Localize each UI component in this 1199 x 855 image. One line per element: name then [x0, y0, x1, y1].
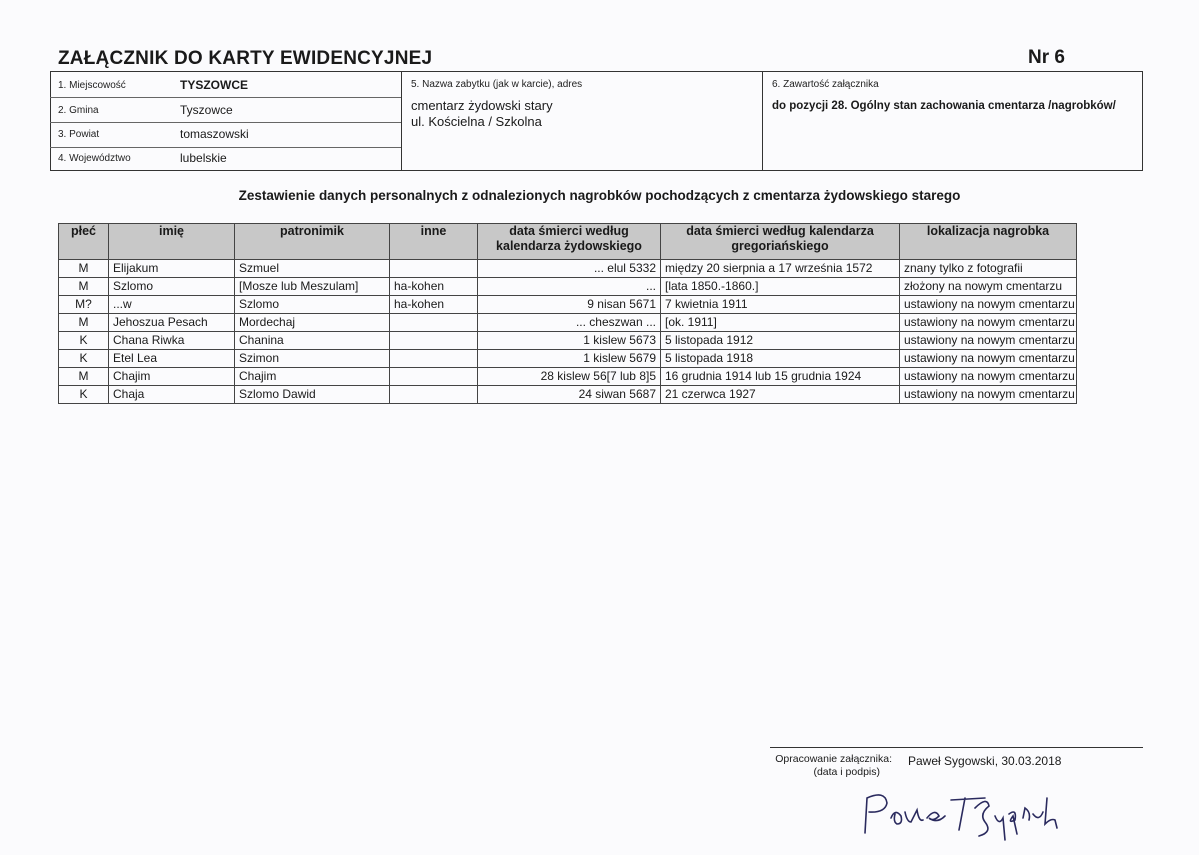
gregorian-date-cell: 7 kwietnia 1911 [661, 296, 900, 314]
row-divider-2 [50, 122, 401, 123]
location-cell: znany tylko z fotografii [900, 260, 1077, 278]
sex-cell: K [59, 350, 109, 368]
jewish-date-cell: 1 kislew 5673 [478, 332, 661, 350]
row-divider-3 [50, 147, 401, 148]
table-row [59, 296, 1077, 314]
author-and-date: Paweł Sygowski, 30.03.2018 [908, 754, 1062, 768]
patronymic-cell: Szlomo Dawid [235, 386, 390, 404]
location-cell: ustawiony na nowym cmentarzu [900, 332, 1077, 350]
sex-cell: M [59, 260, 109, 278]
monument-name-label: 5. Nazwa zabytku (jak w karcie), adres [411, 79, 583, 90]
location-cell: ustawiony na nowym cmentarzu [900, 386, 1077, 404]
other-cell [390, 368, 478, 386]
table-row [59, 386, 1077, 404]
gregorian-date-cell: 5 listopada 1918 [661, 350, 900, 368]
other-cell [390, 350, 478, 368]
county-value: tomaszowski [180, 127, 249, 141]
county-label: 3. Powiat [58, 129, 100, 140]
column-header: data śmierci według kalendarza żydowskiego [478, 224, 661, 260]
info-grid [50, 72, 1143, 171]
column-header: patronimik [235, 224, 390, 260]
document-title: ZAŁĄCZNIK DO KARTY EWIDENCYJNEJ [58, 48, 433, 69]
other-cell [390, 314, 478, 332]
table-header-row [59, 224, 1077, 260]
patronymic-cell: [Mosze lub Meszulam] [235, 278, 390, 296]
given-name-cell: Chaja [109, 386, 235, 404]
commune-label: 2. Gmina [58, 105, 99, 116]
other-cell [390, 332, 478, 350]
jewish-date-cell: 9 nisan 5671 [478, 296, 661, 314]
table-row [59, 260, 1077, 278]
grid-border-right [1142, 72, 1143, 170]
jewish-date-cell: ... elul 5332 [478, 260, 661, 278]
grid-divider-2 [762, 72, 763, 170]
gregorian-date-cell: [lata 1850.-1860.] [661, 278, 900, 296]
footer-rule [770, 747, 1143, 748]
patronymic-cell: Szlomo [235, 296, 390, 314]
gregorian-date-cell: 5 listopada 1912 [661, 332, 900, 350]
given-name-cell: Chajim [109, 368, 235, 386]
locality-label: 1. Miejscowość [58, 80, 126, 91]
commune-value: Tyszowce [180, 103, 233, 117]
other-cell: ha-kohen [390, 296, 478, 314]
attachment-content-label: 6. Zawartość załącznika [772, 79, 879, 90]
prepared-label: Opracowanie załącznika: [775, 753, 892, 765]
gregorian-date-cell: między 20 sierpnia a 17 września 1572 [661, 260, 900, 278]
jewish-date-cell: 24 siwan 5687 [478, 386, 661, 404]
jewish-date-cell: ... [478, 278, 661, 296]
table-row [59, 350, 1077, 368]
tombstone-table [58, 223, 1077, 404]
location-cell: ustawiony na nowym cmentarzu [900, 368, 1077, 386]
attachment-number: Nr 6 [1028, 47, 1065, 68]
grid-border-left [50, 72, 51, 170]
other-cell [390, 260, 478, 278]
column-header: lokalizacja nagrobka [900, 224, 1077, 260]
sex-cell: M [59, 368, 109, 386]
column-header: imię [109, 224, 235, 260]
given-name-cell: Chana Riwka [109, 332, 235, 350]
attachment-content-value: do pozycji 28. Ogólny stan zachowania cmentarza /nagrobków/ [772, 100, 1116, 112]
gregorian-date-cell: [ok. 1911] [661, 314, 900, 332]
patronymic-cell: Szimon [235, 350, 390, 368]
locality-value: TYSZOWCE [180, 78, 248, 92]
location-cell: złożony na nowym cmentarzu [900, 278, 1077, 296]
other-cell: ha-kohen [390, 278, 478, 296]
table-row [59, 314, 1077, 332]
monument-address-value: ul. Kościelna / Szkolna [411, 114, 542, 129]
prepared-sublabel: (data i podpis) [813, 766, 880, 778]
handwritten-signature [855, 778, 1075, 848]
patronymic-cell: Chajim [235, 368, 390, 386]
sex-cell: K [59, 332, 109, 350]
row-divider-1 [50, 97, 401, 98]
given-name-cell: Elijakum [109, 260, 235, 278]
sex-cell: M? [59, 296, 109, 314]
location-cell: ustawiony na nowym cmentarzu [900, 314, 1077, 332]
other-cell [390, 386, 478, 404]
gregorian-date-cell: 21 czerwca 1927 [661, 386, 900, 404]
sex-cell: M [59, 314, 109, 332]
table-title: Zestawienie danych personalnych z odnalezionych nagrobków pochodzących z cmentarza żydowskiego starego [238, 188, 961, 203]
given-name-cell: ...w [109, 296, 235, 314]
table-row [59, 368, 1077, 386]
patronymic-cell: Mordechaj [235, 314, 390, 332]
given-name-cell: Jehoszua Pesach [109, 314, 235, 332]
voivodeship-value: lubelskie [180, 151, 227, 165]
sex-cell: M [59, 278, 109, 296]
location-cell: ustawiony na nowym cmentarzu [900, 350, 1077, 368]
jewish-date-cell: 28 kislew 56[7 lub 8]5 [478, 368, 661, 386]
column-header: inne [390, 224, 478, 260]
monument-name-value: cmentarz żydowski stary [411, 98, 553, 113]
column-header: data śmierci według kalendarza gregoriańskiego [661, 224, 900, 260]
patronymic-cell: Szmuel [235, 260, 390, 278]
location-cell: ustawiony na nowym cmentarzu [900, 296, 1077, 314]
patronymic-cell: Chanina [235, 332, 390, 350]
grid-divider-1 [401, 72, 402, 170]
voivodeship-label: 4. Województwo [58, 153, 131, 164]
column-header: płeć [59, 224, 109, 260]
sex-cell: K [59, 386, 109, 404]
given-name-cell: Szlomo [109, 278, 235, 296]
given-name-cell: Etel Lea [109, 350, 235, 368]
jewish-date-cell: 1 kislew 5679 [478, 350, 661, 368]
table-row [59, 278, 1077, 296]
jewish-date-cell: ... cheszwan ... [478, 314, 661, 332]
gregorian-date-cell: 16 grudnia 1914 lub 15 grudnia 1924 [661, 368, 900, 386]
table-row [59, 332, 1077, 350]
